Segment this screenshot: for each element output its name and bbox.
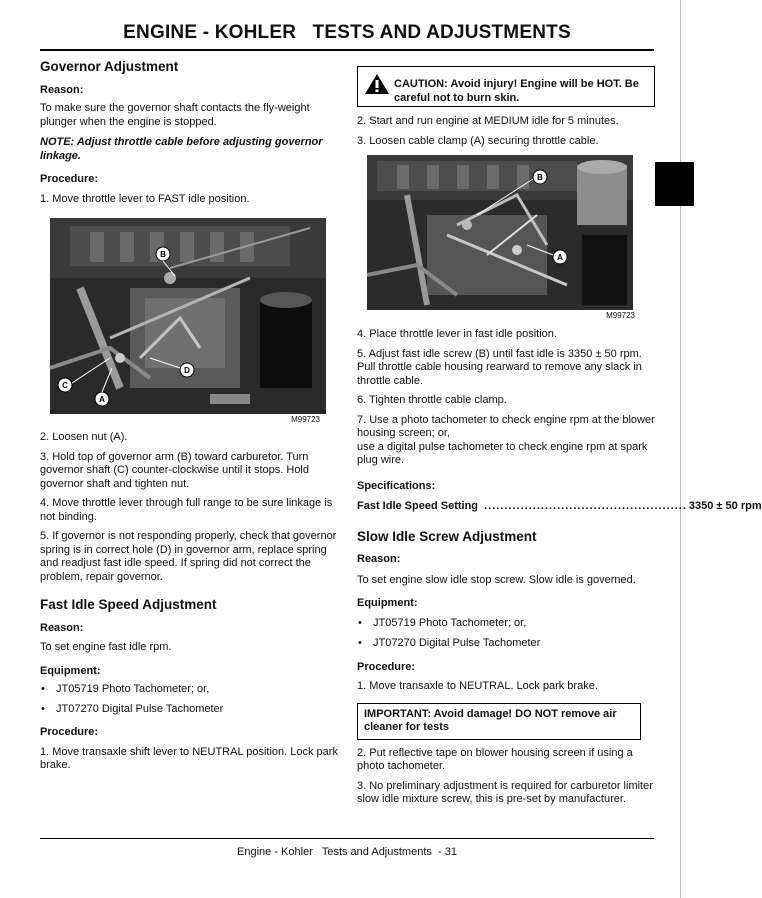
list-item: • JT05719 Photo Tachometer; or, bbox=[357, 617, 655, 631]
spec-row bbox=[357, 500, 762, 514]
equipment-label: Equipment: bbox=[40, 664, 101, 677]
governor-adjustment-heading: Governor Adjustment bbox=[40, 59, 179, 74]
step-2: 2. Loosen nut (A). bbox=[40, 431, 128, 443]
fast-step-1: 1. Move transaxle shift lever to NEUTRAL position. Lock park brake. bbox=[40, 745, 338, 771]
procedure-label: Procedure: bbox=[40, 173, 99, 185]
fast-reason-label: Reason: bbox=[40, 621, 84, 634]
spec-value: 3350 ± 50 rpm bbox=[688, 500, 762, 512]
callout-b-label: B bbox=[537, 173, 543, 182]
reason-text: To make sure the governor shaft contacts the fly-weight plunger when the engine is stopped. bbox=[40, 102, 310, 128]
step-5: 5. Adjust fast idle screw (B) until fast idle is 3350 ± 50 rpm. Pull throttle cable housing rearward to remove any slack in throttle cable. bbox=[357, 347, 642, 387]
right-column bbox=[357, 66, 762, 807]
slow-step-3: 3. No preliminary adjustment is required for carburetor limiter slow idle mixture screw, this is pre-set by manufacturer. bbox=[357, 779, 653, 805]
slow-idle-heading: Slow Idle Screw Adjustment bbox=[357, 528, 537, 544]
callout-c-label: C bbox=[62, 381, 68, 390]
callout-d-label: D bbox=[184, 366, 190, 375]
slow-reason-label: Reason: bbox=[357, 553, 401, 565]
fast-idle-heading: Fast Idle Speed Adjustment bbox=[40, 597, 217, 612]
throttle-cable-photo bbox=[367, 155, 633, 310]
slow-reason-text: To set engine slow idle stop screw. Slow idle is governed. bbox=[357, 573, 636, 586]
footer-rule bbox=[40, 838, 654, 839]
note-text: NOTE: Adjust throttle cable before adjusting governor linkage. bbox=[40, 136, 323, 162]
procedure-label: Procedure: bbox=[357, 660, 416, 673]
step-1: 1. Move throttle lever to FAST idle position. bbox=[40, 192, 250, 205]
figure-id: M99723 bbox=[606, 311, 635, 320]
spec-leader: .................................................. bbox=[480, 500, 687, 512]
step-2: 2. Start and run engine at MEDIUM idle for 5 minutes. bbox=[357, 115, 619, 127]
equipment-list bbox=[40, 683, 338, 716]
specifications-label: Specifications: bbox=[357, 479, 436, 492]
governor-linkage-photo bbox=[50, 218, 326, 414]
reason-label: Reason: bbox=[40, 83, 84, 96]
spec-name: Fast Idle Speed Setting bbox=[357, 500, 479, 512]
page-footer: Engine - Kohler Tests and Adjustments - 31 bbox=[237, 846, 457, 858]
step-3: 3. Hold top of governor arm (B) toward carburetor. Turn governor shaft (C) counter-clockwise until it stops. Hold governor shaft and tighten nut. bbox=[40, 450, 309, 490]
callout-a-label: A bbox=[99, 395, 105, 404]
step-7: 7. Use a photo tachometer to check engine rpm at the blower housing screen; or, use a digital pulse tachometer to check engine rpm at spark plug wire. bbox=[357, 413, 655, 466]
slow-step-2: 2. Put reflective tape on blower housing screen if using a photo tachometer. bbox=[357, 746, 633, 772]
callout-a-label: A bbox=[557, 253, 563, 262]
section-tab bbox=[655, 162, 694, 206]
list-item: • JT07270 Digital Pulse Tachometer bbox=[357, 637, 655, 651]
slow-step-1: 1. Move transaxle to NEUTRAL. Lock park brake. bbox=[357, 680, 598, 692]
equipment-list bbox=[357, 617, 655, 651]
page-edge bbox=[680, 0, 681, 898]
step-5: 5. If governor is not responding properly, check that governor spring is in correct hole (D) in governor arm, replace spring and readjust fast idle speed. If spring did not correct the problem, repair governor. bbox=[40, 530, 337, 583]
figure-id: M99723 bbox=[291, 415, 320, 424]
warning-icon bbox=[364, 73, 390, 95]
step-4: 4. Place throttle lever in fast idle position. bbox=[357, 328, 557, 340]
page-title: ENGINE - KOHLER TESTS AND ADJUSTMENTS bbox=[123, 22, 571, 43]
list-item: • JT05719 Photo Tachometer; or, bbox=[40, 683, 338, 697]
callout-b-label: B bbox=[160, 250, 166, 259]
list-item: • JT07270 Digital Pulse Tachometer bbox=[40, 703, 338, 717]
header-rule bbox=[40, 49, 654, 51]
fast-procedure-label: Procedure: bbox=[40, 726, 99, 738]
equipment-label: Equipment: bbox=[357, 597, 418, 609]
caution-box bbox=[357, 66, 655, 107]
step-3: 3. Loosen cable clamp (A) securing throttle cable. bbox=[357, 134, 599, 147]
left-column bbox=[40, 58, 338, 773]
fast-reason-text: To set engine fast idle rpm. bbox=[40, 641, 172, 653]
step-6: 6. Tighten throttle cable clamp. bbox=[357, 394, 507, 406]
important-box: IMPORTANT: Avoid damage! DO NOT remove air cleaner for tests bbox=[357, 703, 641, 740]
step-4: 4. Move throttle lever through full range to be sure linkage is not binding. bbox=[40, 497, 333, 523]
caution-text: CAUTION: Avoid injury! Engine will be HOT. Be careful not to burn skin. bbox=[394, 78, 639, 104]
